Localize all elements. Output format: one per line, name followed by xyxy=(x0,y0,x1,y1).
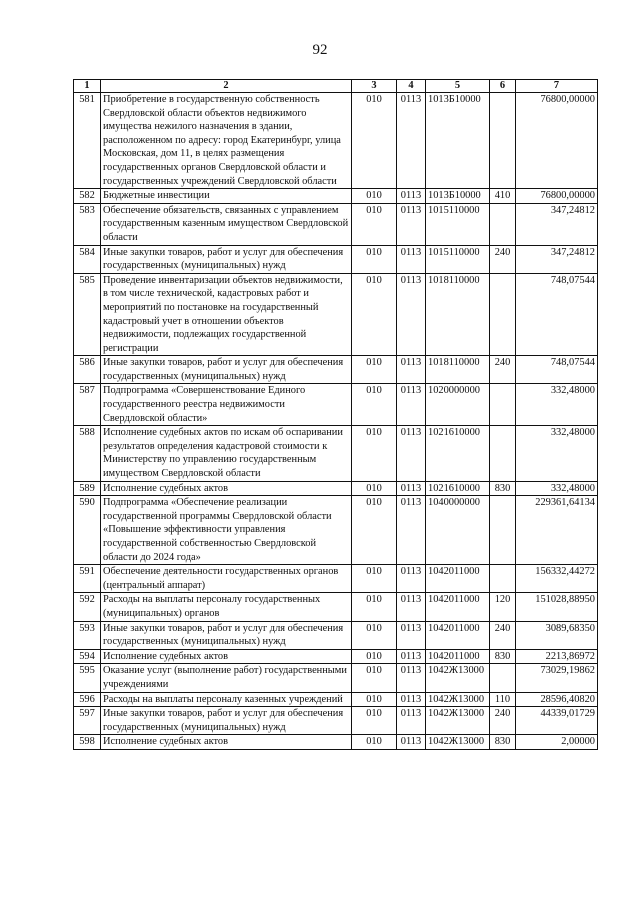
expense-type-cell: 240 xyxy=(490,356,516,384)
admin-code-cell: 010 xyxy=(352,565,397,593)
section-code-cell: 0113 xyxy=(397,203,426,245)
row-name-cell: Исполнение судебных актов по искам об оспаривании результатов определения кадастровой стоимости к Министерству по управлению государственным имуществом Свердловской области xyxy=(101,426,352,481)
row-number-cell: 594 xyxy=(74,649,101,664)
target-article-cell: 1018110000 xyxy=(426,273,490,356)
row-name-cell: Обеспечение обязательств, связанных с управлением государственным казенным имуществом Свердловской области xyxy=(101,203,352,245)
budget-table xyxy=(73,79,598,750)
row-name-cell: Иные закупки товаров, работ и услуг для обеспечения государственных (муниципальных) нужд xyxy=(101,356,352,384)
row-name-cell: Подпрограмма «Обеспечение реализации государственной программы Свердловской области «Повышение эффективности управления государственной собственностью Свердловской области до 2024 года» xyxy=(101,496,352,565)
admin-code-cell: 010 xyxy=(352,426,397,481)
row-name-cell: Оказание услуг (выполнение работ) государственными учреждениями xyxy=(101,664,352,692)
expense-type-cell: 110 xyxy=(490,692,516,707)
header-cell: 4 xyxy=(397,80,426,93)
table-body xyxy=(74,93,598,750)
section-code-cell: 0113 xyxy=(397,692,426,707)
table-row xyxy=(74,593,598,621)
row-name-cell: Исполнение судебных актов xyxy=(101,649,352,664)
target-article-cell: 1042Ж13000 xyxy=(426,735,490,750)
row-name-cell: Иные закупки товаров, работ и услуг для обеспечения государственных (муниципальных) нужд xyxy=(101,245,352,273)
section-code-cell: 0113 xyxy=(397,245,426,273)
admin-code-cell: 010 xyxy=(352,203,397,245)
table-row xyxy=(74,496,598,565)
target-article-cell: 1020000000 xyxy=(426,384,490,426)
section-code-cell: 0113 xyxy=(397,273,426,356)
row-number-cell: 593 xyxy=(74,621,101,649)
table-row xyxy=(74,735,598,750)
amount-cell: 3089,68350 xyxy=(516,621,598,649)
row-number-cell: 584 xyxy=(74,245,101,273)
row-name-cell: Приобретение в государственную собственность Свердловской области объектов недвижимого имущества нежилого назначения в здании, расположенном по адресу: город Екатеринбург, улица Московская, дом 11, в целях размещения государственных органов Свердловской области и государственных учреждений Свердловской области xyxy=(101,93,352,189)
expense-type-cell xyxy=(490,496,516,565)
header-cell: 6 xyxy=(490,80,516,93)
admin-code-cell: 010 xyxy=(352,384,397,426)
row-number-cell: 587 xyxy=(74,384,101,426)
row-name-cell: Обеспечение деятельности государственных органов (центральный аппарат) xyxy=(101,565,352,593)
page-number: 92 xyxy=(312,42,328,58)
table-row xyxy=(74,692,598,707)
admin-code-cell: 010 xyxy=(352,692,397,707)
header-cell: 1 xyxy=(74,80,101,93)
target-article-cell: 1042Ж13000 xyxy=(426,707,490,735)
row-name-cell: Подпрограмма «Совершенствование Единого государственного реестра недвижимости Свердловской области» xyxy=(101,384,352,426)
amount-cell: 332,48000 xyxy=(516,481,598,496)
admin-code-cell: 010 xyxy=(352,356,397,384)
row-name-cell: Иные закупки товаров, работ и услуг для обеспечения государственных (муниципальных) нужд xyxy=(101,621,352,649)
table-row xyxy=(74,93,598,189)
expense-type-cell: 830 xyxy=(490,649,516,664)
section-code-cell: 0113 xyxy=(397,496,426,565)
row-number-cell: 590 xyxy=(74,496,101,565)
target-article-cell: 1013Б10000 xyxy=(426,189,490,204)
target-article-cell: 1015110000 xyxy=(426,203,490,245)
section-code-cell: 0113 xyxy=(397,664,426,692)
admin-code-cell: 010 xyxy=(352,496,397,565)
section-code-cell: 0113 xyxy=(397,735,426,750)
table-row xyxy=(74,664,598,692)
header-cell: 3 xyxy=(352,80,397,93)
table-row xyxy=(74,707,598,735)
row-number-cell: 581 xyxy=(74,93,101,189)
target-article-cell: 1040000000 xyxy=(426,496,490,565)
header-cell: 2 xyxy=(101,80,352,93)
admin-code-cell: 010 xyxy=(352,481,397,496)
header-row xyxy=(74,80,598,93)
row-name-cell: Бюджетные инвестиции xyxy=(101,189,352,204)
amount-cell: 2,00000 xyxy=(516,735,598,750)
expense-type-cell: 830 xyxy=(490,481,516,496)
row-name-cell: Расходы на выплаты персоналу казенных учреждений xyxy=(101,692,352,707)
expense-type-cell: 240 xyxy=(490,245,516,273)
target-article-cell: 1042Ж13000 xyxy=(426,692,490,707)
expense-type-cell: 240 xyxy=(490,707,516,735)
row-number-cell: 592 xyxy=(74,593,101,621)
expense-type-cell xyxy=(490,565,516,593)
amount-cell: 748,07544 xyxy=(516,273,598,356)
target-article-cell: 1042Ж13000 xyxy=(426,664,490,692)
admin-code-cell: 010 xyxy=(352,707,397,735)
amount-cell: 229361,64134 xyxy=(516,496,598,565)
amount-cell: 76800,00000 xyxy=(516,93,598,189)
table-row xyxy=(74,621,598,649)
table-row xyxy=(74,384,598,426)
section-code-cell: 0113 xyxy=(397,481,426,496)
expense-type-cell xyxy=(490,273,516,356)
row-number-cell: 586 xyxy=(74,356,101,384)
header-cell: 7 xyxy=(516,80,598,93)
admin-code-cell: 010 xyxy=(352,664,397,692)
table-row xyxy=(74,245,598,273)
section-code-cell: 0113 xyxy=(397,707,426,735)
admin-code-cell: 010 xyxy=(352,593,397,621)
target-article-cell: 1021610000 xyxy=(426,481,490,496)
admin-code-cell: 010 xyxy=(352,621,397,649)
expense-type-cell: 240 xyxy=(490,621,516,649)
expense-type-cell: 410 xyxy=(490,189,516,204)
section-code-cell: 0113 xyxy=(397,356,426,384)
amount-cell: 151028,88950 xyxy=(516,593,598,621)
table-row xyxy=(74,189,598,204)
row-number-cell: 591 xyxy=(74,565,101,593)
row-number-cell: 588 xyxy=(74,426,101,481)
target-article-cell: 1042011000 xyxy=(426,593,490,621)
section-code-cell: 0113 xyxy=(397,189,426,204)
amount-cell: 347,24812 xyxy=(516,245,598,273)
row-number-cell: 582 xyxy=(74,189,101,204)
table-row xyxy=(74,565,598,593)
target-article-cell: 1013Б10000 xyxy=(426,93,490,189)
amount-cell: 28596,40820 xyxy=(516,692,598,707)
amount-cell: 73029,19862 xyxy=(516,664,598,692)
admin-code-cell: 010 xyxy=(352,189,397,204)
section-code-cell: 0113 xyxy=(397,93,426,189)
section-code-cell: 0113 xyxy=(397,593,426,621)
row-name-cell: Исполнение судебных актов xyxy=(101,735,352,750)
table-row xyxy=(74,273,598,356)
target-article-cell: 1042011000 xyxy=(426,621,490,649)
amount-cell: 748,07544 xyxy=(516,356,598,384)
row-name-cell: Проведение инвентаризации объектов недвижимости, в том числе технической, кадастровых работ и мероприятий по постановке на государственный кадастровый учет в отношении объектов недвижимости, подлежащих государственной регистрации xyxy=(101,273,352,356)
expense-type-cell xyxy=(490,203,516,245)
amount-cell: 332,48000 xyxy=(516,426,598,481)
section-code-cell: 0113 xyxy=(397,649,426,664)
amount-cell: 156332,44272 xyxy=(516,565,598,593)
amount-cell: 332,48000 xyxy=(516,384,598,426)
target-article-cell: 1021610000 xyxy=(426,426,490,481)
expense-type-cell xyxy=(490,93,516,189)
expense-type-cell: 830 xyxy=(490,735,516,750)
table-row xyxy=(74,203,598,245)
admin-code-cell: 010 xyxy=(352,735,397,750)
row-name-cell: Расходы на выплаты персоналу государственных (муниципальных) органов xyxy=(101,593,352,621)
section-code-cell: 0113 xyxy=(397,565,426,593)
target-article-cell: 1015110000 xyxy=(426,245,490,273)
row-name-cell: Иные закупки товаров, работ и услуг для обеспечения государственных (муниципальных) нужд xyxy=(101,707,352,735)
table-row xyxy=(74,356,598,384)
table-row xyxy=(74,481,598,496)
admin-code-cell: 010 xyxy=(352,245,397,273)
row-number-cell: 596 xyxy=(74,692,101,707)
amount-cell: 44339,01729 xyxy=(516,707,598,735)
admin-code-cell: 010 xyxy=(352,93,397,189)
header-cell: 5 xyxy=(426,80,490,93)
row-number-cell: 583 xyxy=(74,203,101,245)
row-number-cell: 595 xyxy=(74,664,101,692)
target-article-cell: 1042011000 xyxy=(426,649,490,664)
section-code-cell: 0113 xyxy=(397,426,426,481)
row-number-cell: 585 xyxy=(74,273,101,356)
target-article-cell: 1018110000 xyxy=(426,356,490,384)
expense-type-cell xyxy=(490,664,516,692)
section-code-cell: 0113 xyxy=(397,384,426,426)
table-row xyxy=(74,649,598,664)
row-number-cell: 589 xyxy=(74,481,101,496)
expense-type-cell xyxy=(490,384,516,426)
amount-cell: 76800,00000 xyxy=(516,189,598,204)
expense-type-cell: 120 xyxy=(490,593,516,621)
row-number-cell: 598 xyxy=(74,735,101,750)
amount-cell: 347,24812 xyxy=(516,203,598,245)
target-article-cell: 1042011000 xyxy=(426,565,490,593)
row-number-cell: 597 xyxy=(74,707,101,735)
row-name-cell: Исполнение судебных актов xyxy=(101,481,352,496)
admin-code-cell: 010 xyxy=(352,649,397,664)
admin-code-cell: 010 xyxy=(352,273,397,356)
table-row xyxy=(74,426,598,481)
section-code-cell: 0113 xyxy=(397,621,426,649)
expense-type-cell xyxy=(490,426,516,481)
amount-cell: 2213,86972 xyxy=(516,649,598,664)
